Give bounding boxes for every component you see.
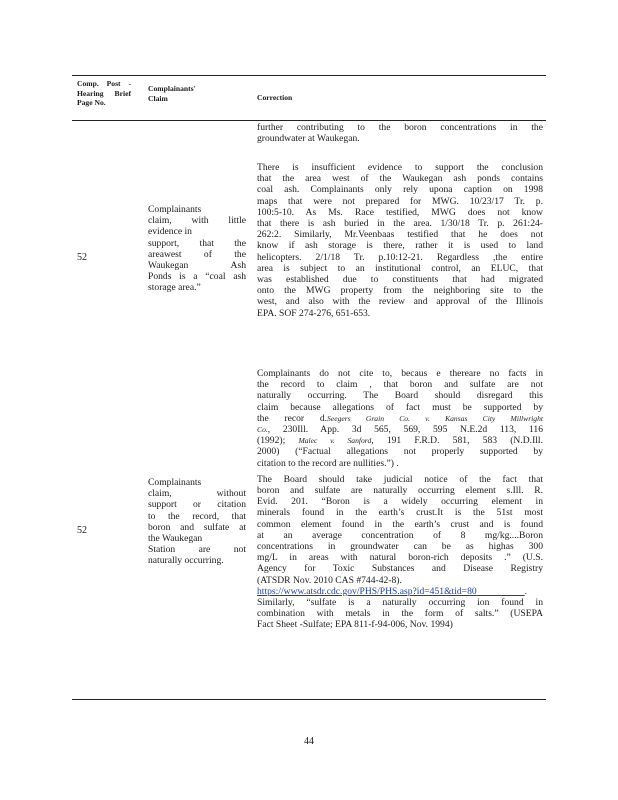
page-number: 44 <box>304 736 314 747</box>
citation-line-malec: (1992); Malec v. Sanford, 191 F.R.D. 581, 583 (N.D.Ill. <box>257 435 543 447</box>
atsdr-link[interactable]: https://www.atsdr.cdc.gov/PHS/PHS.asp?id=451&tid=80 <box>257 585 477 597</box>
continued-correction: further contributing to the boron concentrations in the groundwater at Waukegan. <box>257 122 543 145</box>
row1-page-no: 52 <box>77 252 87 263</box>
case-name-malec: Malec v. Sanford <box>298 436 372 446</box>
header-correction: Correction <box>257 93 293 102</box>
row2-correction: Complainants do not cite to, becaus e thereare no facts in the record to claim , that boron and sulfate are not naturally occurring. The Board should disregard this claim because allegations of fact must be supported by the recor d.Seegers Grain Co. v. Kansas City Millwright Co., 230Ill. App. 3d 565, 569, 595 N.E.2d 113, 116 (1992); Malec v. Sanford, 191 F.R.D. 581, 583 (N.D.Ill. 2000) (“Factual allegations not properly supported by citation to the record are nullities.”) . The Board should take judicial notice of the fact that boron and sulfate are naturally occurring element s.Ill. R. Evid. 201. “Boron is a widely occurring element in minerals found in the earth’s crust.It is the 51st most common element found in the earth’s crust and is found at an average concentration of 8 mg/kg....Boron concentrations in groundwater can be as highas 300 mg/L in areas with natural boron-rich deposits .” (U.S. Agency for Toxic Substances and Disease Registry (ATSDR Nov. 2010 CAS #744-42-8). https://www.atsdr.cdc.gov/PHS/PHS.asp?id=451&tid=80 . Similarly, “sulfate is a naturally occurring ion found in combination with metals in the form of salts.” (USEPA Fact Sheet -Sulfate; EPA 811-f-94-006, Nov. 1994) <box>257 368 543 631</box>
citation-line-seegers: the recor d.Seegers Grain Co. v. Kansas City Millwright <box>257 412 543 424</box>
row2-page-no: 52 <box>77 525 87 536</box>
header-bottom-rule <box>72 120 546 121</box>
header-page-no: Comp. Post - Hearing Brief Page No. <box>77 79 131 107</box>
row1-claim: Complainants claim, with little evidence in support, that the areawest of the Waukegan Ash Ponds is a “coal ash storage area.” <box>148 204 246 294</box>
case-name-seegers: Seegers Grain Co. v. Kansas City Millwright <box>327 413 543 423</box>
table-top-rule <box>72 75 546 76</box>
header-claim: Complainants' Claim <box>148 84 196 103</box>
row1-correction: There is insufficient evidence to support the conclusion that the area west of the Waukegan ash ponds contains coal ash. Complainants only rely upona caption on 1998 maps that were not prepared for MWG. 10/23/17 Tr. p. 100:5-10. As Ms. Race testified, MWG does not know that there is ash buried in the area. 1/30/18 Tr. p. 261:24- 262:2. Similarly, Mr.Veenbaas testified that he does not know if ash storage is there, rather it is used to land helicopters. 2/1/18 Tr. p.10:12-21. Regardless ,the entire area is subject to an institutional control, an ELUC, that was established due to constituents that had migrated onto the MWG property from the neighboring site to the west, and also with the review and approval of the Illinois EPA. SOF 274-276, 651-653. <box>257 162 543 319</box>
row2-claim: Complainants claim, without support or citation to the record, that boron and sulfate at the Waukegan Station are not naturally occurring. <box>148 477 246 567</box>
atsdr-link-line: https://www.atsdr.cdc.gov/PHS/PHS.asp?id=451&tid=80 . <box>257 585 528 597</box>
table-bottom-rule <box>72 699 546 700</box>
citation-line-co: Co., 230Ill. App. 3d 565, 569, 595 N.E.2d 113, 116 <box>257 424 543 436</box>
